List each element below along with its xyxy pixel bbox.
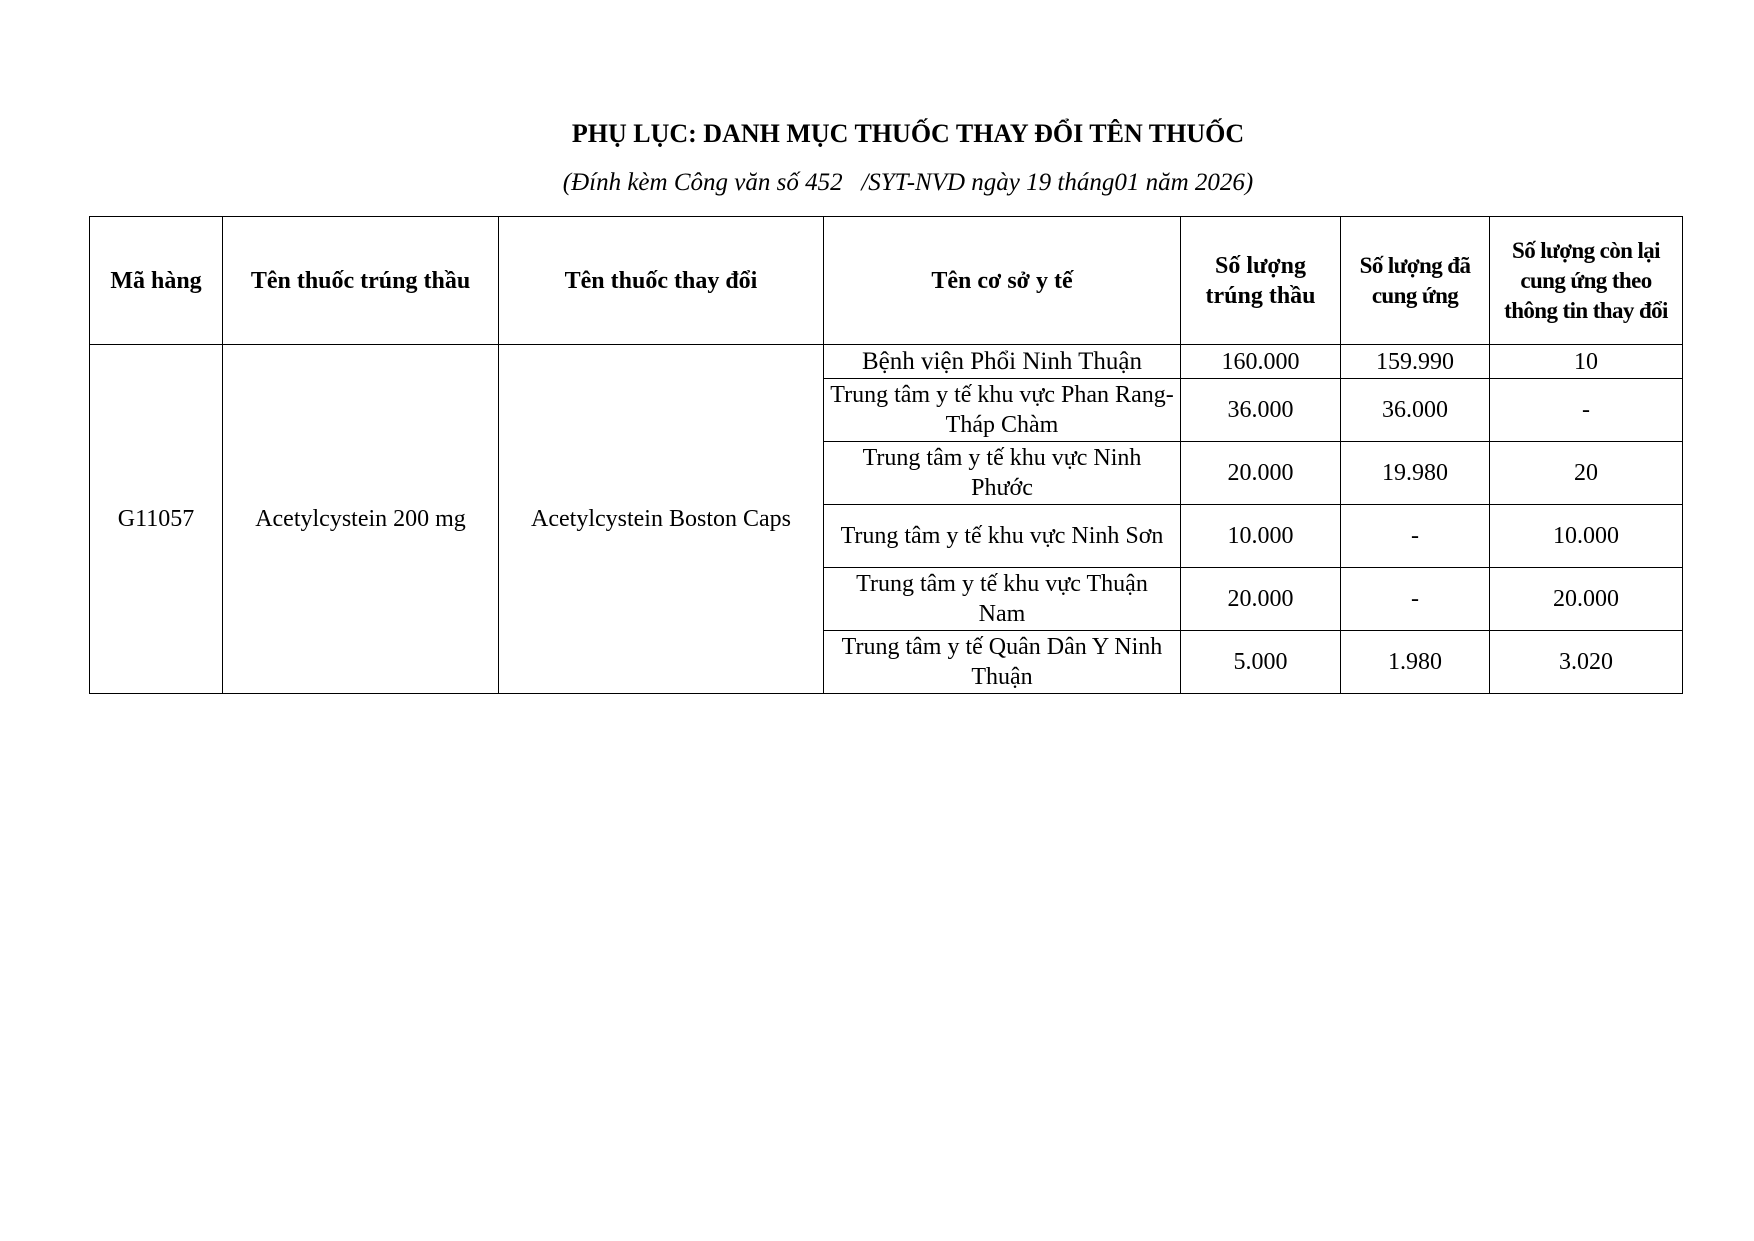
cell-con-lai: 3.020 — [1490, 631, 1683, 694]
cell-con-lai: 20.000 — [1490, 568, 1683, 631]
page-title: PHỤ LỤC: DANH MỤC THUỐC THAY ĐỔI TÊN THUỐC — [571, 119, 1245, 148]
cell-trung-thau: 5.000 — [1181, 631, 1341, 694]
cell-con-lai: 10 — [1490, 345, 1683, 379]
page-subtitle: (Đính kèm Công văn số 452 /SYT-NVD ngày 19 tháng01 năm 2026) — [562, 169, 1254, 196]
cell-da-cung-ung: 19.980 — [1341, 442, 1490, 505]
header-ten-thuoc-thay-doi: Tên thuốc thay đổi — [499, 217, 824, 345]
cell-trung-thau: 36.000 — [1181, 379, 1341, 442]
header-ma-hang: Mã hàng — [90, 217, 223, 345]
table-header-row — [90, 217, 1683, 345]
header-so-luong-con-lai: Số lượng còn lại cung ứng theo thông tin thay đổi — [1490, 217, 1683, 345]
cell-trung-thau: 20.000 — [1181, 568, 1341, 631]
cell-da-cung-ung: 159.990 — [1341, 345, 1490, 379]
cell-da-cung-ung: 1.980 — [1341, 631, 1490, 694]
header-ten-thuoc-trung-thau: Tên thuốc trúng thầu — [223, 217, 499, 345]
cell-trung-thau: 20.000 — [1181, 442, 1341, 505]
cell-con-lai: 10.000 — [1490, 505, 1683, 568]
cell-con-lai: - — [1490, 379, 1683, 442]
cell-da-cung-ung: 36.000 — [1341, 379, 1490, 442]
table-row — [90, 345, 1683, 379]
header-ten-co-so-y-te: Tên cơ sở y tế — [824, 217, 1181, 345]
cell-co-so: Trung tâm y tế khu vực Ninh Sơn — [824, 505, 1181, 568]
cell-co-so: Bệnh viện Phổi Ninh Thuận — [824, 345, 1181, 379]
cell-con-lai: 20 — [1490, 442, 1683, 505]
cell-co-so: Trung tâm y tế Quân Dân Y Ninh Thuận — [824, 631, 1181, 694]
cell-trung-thau: 10.000 — [1181, 505, 1341, 568]
header-so-luong-trung-thau: Số lượng trúng thầu — [1181, 217, 1341, 345]
cell-da-cung-ung: - — [1341, 568, 1490, 631]
cell-co-so: Trung tâm y tế khu vực Phan Rang-Tháp Chàm — [824, 379, 1181, 442]
cell-da-cung-ung: - — [1341, 505, 1490, 568]
cell-ma-hang: G11057 — [90, 345, 223, 694]
drug-change-table — [89, 216, 1683, 694]
cell-co-so: Trung tâm y tế khu vực Thuận Nam — [824, 568, 1181, 631]
header-so-luong-da-cung-ung: Số lượng đã cung ứng — [1341, 217, 1490, 345]
cell-co-so: Trung tâm y tế khu vực Ninh Phước — [824, 442, 1181, 505]
cell-trung-thau: 160.000 — [1181, 345, 1341, 379]
cell-ten-thuoc-trung-thau: Acetylcystein 200 mg — [223, 345, 499, 694]
cell-ten-thuoc-thay-doi: Acetylcystein Boston Caps — [499, 345, 824, 694]
